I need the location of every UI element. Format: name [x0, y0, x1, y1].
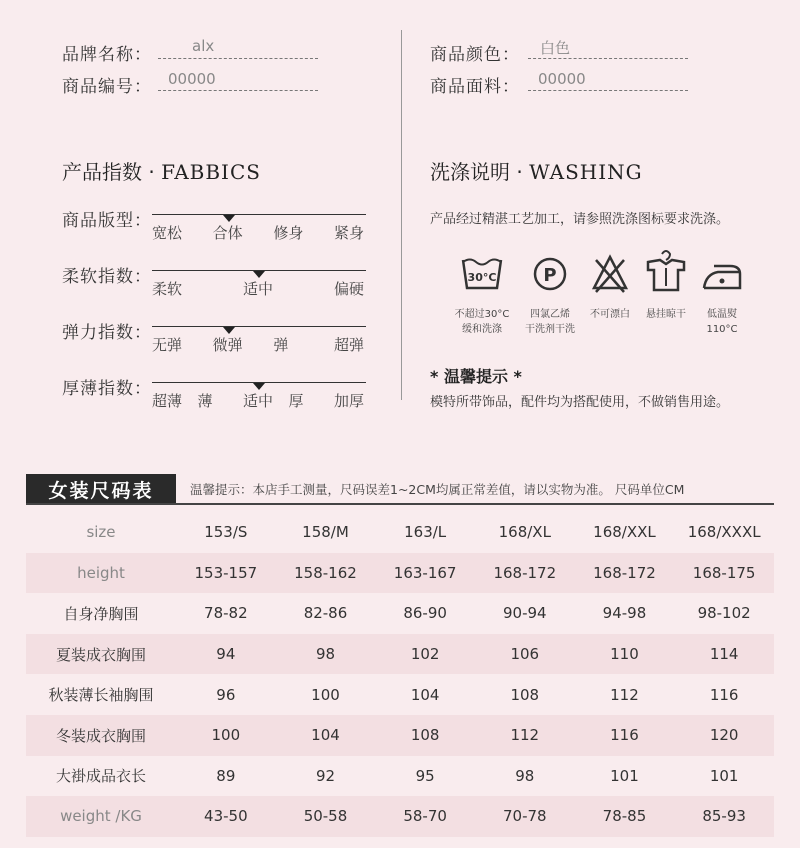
table-row-header: 夏装成衣胸围	[26, 634, 176, 675]
table-cell: 100	[311, 685, 340, 704]
color-label: 商品颜色：	[430, 45, 520, 65]
table-cell: 106	[475, 634, 575, 675]
table-cell: 86-90	[403, 604, 447, 623]
table-row-header: 自身净胸围	[63, 604, 139, 623]
table-cell: 158/M	[302, 523, 349, 542]
index-tick-label: 加厚	[334, 392, 365, 410]
table-cell: 95	[415, 766, 435, 785]
table-row-header: weight /KG	[26, 796, 176, 837]
no-bleach-icon	[588, 252, 632, 296]
index-scale-line	[152, 214, 366, 215]
table-cell: 153-157	[176, 553, 276, 594]
table-cell: 70-78	[475, 796, 575, 837]
table-cell: 89	[216, 766, 236, 785]
index-tick-label: 紧身	[334, 224, 365, 242]
washing-caption-line-1: 低温熨	[707, 309, 737, 320]
table-cell: 110	[575, 634, 675, 675]
table-cell: 98	[515, 766, 535, 785]
table-cell: 58-70	[375, 796, 475, 837]
washing-caption-line-1: 悬挂晾干	[646, 309, 686, 320]
table-row	[26, 796, 774, 837]
washing-title-en: WASHING	[529, 160, 643, 184]
column-divider	[401, 30, 402, 400]
size-table	[26, 512, 774, 837]
washing-caption	[687, 307, 757, 337]
table-cell: 94-98	[602, 604, 647, 623]
brand-underline	[158, 58, 318, 59]
washing-caption-line-1: 四氯乙烯	[530, 309, 570, 320]
index-label: 柔软指数：	[62, 267, 152, 287]
index-label: 商品版型：	[62, 211, 152, 231]
table-cell: 168-172	[575, 553, 675, 594]
table-row-header: 大褂成品衣长	[55, 767, 146, 786]
table-cell: 108	[510, 685, 540, 704]
table-cell: 168/XL	[498, 523, 551, 542]
washing-caption-line-2: 缓和洗涤	[462, 324, 502, 335]
hang-dry-icon	[644, 248, 688, 292]
code-underline	[158, 90, 318, 91]
washing-caption-line-1: 不可漂白	[590, 309, 630, 320]
table-row	[26, 756, 774, 797]
fabric-underline	[528, 90, 688, 91]
table-cell: 94	[176, 634, 276, 675]
index-tick-label: 微弹	[212, 336, 243, 354]
color-underline	[528, 58, 688, 59]
index-tick-label: 合体	[212, 224, 243, 242]
wash-30-icon	[460, 252, 504, 296]
table-row-header: 冬装成衣胸围	[26, 715, 176, 756]
table-cell: 163/L	[404, 523, 447, 542]
table-cell: 82-86	[303, 604, 348, 623]
index-tick-label: 薄	[197, 392, 213, 410]
index-tick-label: 偏硬	[334, 280, 365, 298]
table-cell: 112	[475, 715, 575, 756]
index-tick-label: 厚	[288, 392, 304, 410]
washing-caption	[447, 307, 517, 337]
table-cell: 50-58	[276, 796, 376, 837]
table-row	[26, 634, 774, 675]
index-label: 弹力指数：	[62, 323, 152, 343]
index-marker-icon	[253, 271, 265, 278]
code-label: 商品编号：	[62, 77, 152, 97]
index-tick-label: 超薄	[152, 392, 183, 410]
index-marker-icon	[223, 327, 235, 334]
washing-title	[430, 156, 643, 185]
index-tick-label: 宽松	[152, 224, 183, 242]
washing-caption-line-2: 110°C	[706, 324, 738, 335]
table-row-header: size	[86, 523, 116, 542]
svg-text:P: P	[543, 265, 557, 286]
table-cell: 108	[375, 715, 475, 756]
table-row	[26, 715, 774, 756]
table-cell: 102	[375, 634, 475, 675]
fabric-value: 00000	[538, 70, 586, 88]
table-row	[26, 553, 774, 594]
table-cell: 98	[276, 634, 376, 675]
table-row-header: height	[26, 553, 176, 594]
table-row	[26, 674, 774, 715]
table-cell: 120	[674, 715, 774, 756]
washing-intro: 产品经过精湛工艺加工，请参照洗涤图标要求洗涤。	[430, 212, 730, 227]
table-cell: 168-175	[674, 553, 774, 594]
table-cell: 112	[610, 685, 639, 704]
table-cell: 168/XXL	[593, 523, 656, 542]
table-cell: 163-167	[375, 553, 475, 594]
table-cell: 168/XXXL	[687, 523, 761, 542]
dry-clean-p-icon	[528, 252, 572, 296]
brand-label: 品牌名称：	[62, 45, 152, 65]
index-tick-label: 适中	[243, 280, 274, 298]
table-cell: 101	[709, 766, 739, 785]
indices-title-cn: 产品指数 ·	[62, 160, 162, 184]
table-cell: 78-85	[575, 796, 675, 837]
table-cell: 158-162	[276, 553, 376, 594]
table-cell: 85-93	[674, 796, 774, 837]
table-cell: 101	[610, 766, 639, 785]
washing-caption-line-1: 不超过30°C	[454, 309, 510, 320]
washing-caption-line-2: 干洗剂干洗	[525, 324, 575, 335]
low-iron-icon	[700, 252, 744, 296]
index-tick-label: 适中	[243, 392, 274, 410]
table-cell: 116	[575, 715, 675, 756]
size-chart-title: 女装尺码表	[26, 474, 176, 504]
table-cell: 100	[176, 715, 276, 756]
index-scale-line	[152, 326, 366, 327]
table-cell: 96	[216, 685, 236, 704]
svg-text:30°C: 30°C	[467, 271, 497, 284]
index-marker-icon	[223, 215, 235, 222]
table-row-header: 秋装薄长袖胸围	[48, 686, 154, 705]
index-tick-label: 弹	[273, 336, 289, 354]
fabric-label: 商品面料：	[430, 77, 520, 97]
table-cell: 78-82	[204, 604, 248, 623]
washing-title-cn: 洗涤说明 ·	[430, 160, 530, 184]
table-cell: 90-94	[503, 604, 547, 623]
index-tick-label: 超弹	[334, 336, 365, 354]
table-cell: 43-50	[176, 796, 276, 837]
size-chart-note: 温馨提示：本店手工测量，尺码误差1~2CM均属正常差值，请以实物为准。 尺码单位CM	[190, 482, 685, 497]
table-cell: 114	[674, 634, 774, 675]
table-cell: 168-172	[475, 553, 575, 594]
brand-value: alx	[192, 37, 215, 55]
size-chart-rule	[26, 503, 774, 505]
tip-text: 模特所带饰品，配件均为搭配使用，不做销售用途。	[430, 395, 730, 410]
table-cell: 116	[709, 685, 739, 704]
index-tick-label: 修身	[273, 224, 304, 242]
color-value: 白色	[540, 39, 571, 57]
table-cell: 104	[410, 685, 440, 704]
table-cell: 153/S	[204, 523, 248, 542]
code-value: 00000	[168, 70, 216, 88]
indices-title	[62, 156, 261, 185]
index-label: 厚薄指数：	[62, 379, 152, 399]
table-cell: 92	[315, 766, 336, 785]
table-row	[26, 593, 774, 634]
table-cell: 104	[276, 715, 376, 756]
table-header-row	[26, 512, 774, 553]
index-marker-icon	[253, 383, 265, 390]
tip-title: * 温馨提示 *	[430, 367, 522, 386]
table-cell: 98-102	[697, 604, 751, 623]
indices-title-en: FABBICS	[161, 160, 261, 184]
index-tick-label: 无弹	[152, 336, 183, 354]
index-tick-label: 柔软	[152, 280, 183, 298]
